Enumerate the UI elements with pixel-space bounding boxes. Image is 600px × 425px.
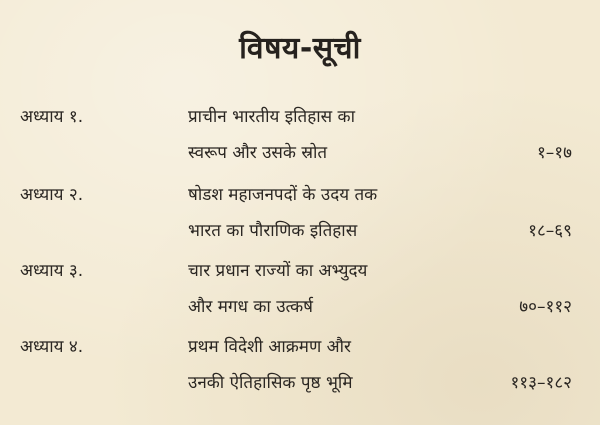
chapter-title-line-2: उनकी ऐतिहासिक पृष्ठ भूमि — [188, 373, 353, 393]
chapter-entry-1 — [0, 104, 600, 184]
chapter-entry-3 — [0, 258, 600, 338]
chapter-page-range: ७०–११२ — [519, 297, 572, 317]
chapter-label: अध्याय ४. — [20, 337, 84, 357]
chapter-page-range: १८–६९ — [528, 221, 572, 241]
chapter-title-line-2: और मगध का उत्कर्ष — [188, 297, 313, 317]
chapter-title-line-2: भारत का पौराणिक इतिहास — [188, 221, 358, 241]
chapter-entry-4 — [0, 334, 600, 414]
chapter-label: अध्याय २. — [20, 185, 84, 205]
chapter-title-line-2: स्वरूप और उसके स्रोत — [188, 143, 328, 163]
page-title: विषय-सूची — [239, 31, 361, 66]
chapter-label: अध्याय १. — [20, 107, 84, 127]
chapter-title-line-1: षोडश महाजनपदों के उदय तक — [188, 185, 378, 205]
chapter-page-range: १–१७ — [536, 143, 572, 163]
chapter-page-range: ११३–१८२ — [510, 373, 572, 393]
chapter-title-line-1: प्रथम विदेशी आक्रमण और — [188, 337, 351, 357]
chapter-entry-2 — [0, 182, 600, 262]
chapter-title-line-1: चार प्रधान राज्यों का अभ्युदय — [188, 261, 368, 281]
chapter-title-line-1: प्राचीन भारतीय इतिहास का — [188, 107, 356, 127]
chapter-label: अध्याय ३. — [20, 261, 84, 281]
